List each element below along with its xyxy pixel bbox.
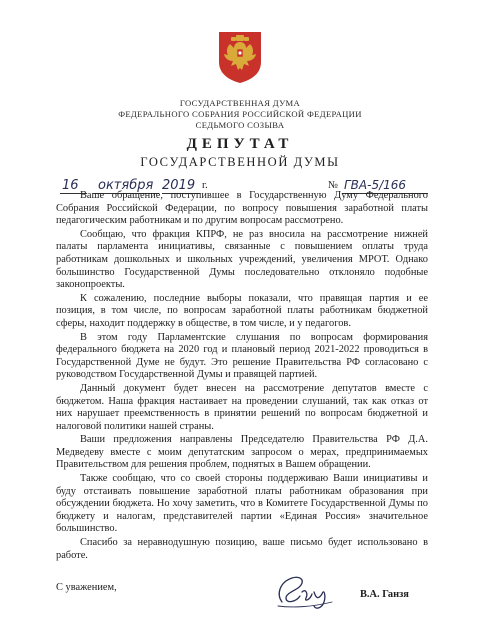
document-number: ГВА-5/166 — [344, 178, 407, 192]
paragraph-7: Также сообщаю, что со своей стороны поддерживаю Ваши инициативы и буду отстаивать повышение заработной платы работникам образования при обсуждении бюджета. Но хочу заметить, что в Комитете Государственной Думы по бюджету и налогам, представителей партии «Единая Россия» значительное большинство. — [56, 473, 428, 535]
handwritten-signature — [272, 572, 336, 612]
date-year: 2019 — [162, 178, 196, 193]
header-title: ДЕПУТАТ — [186, 136, 294, 152]
paragraph-5: Данный документ будет внесен на рассмотрение депутатов вместе с бюджетом. Наша фракция настаивает на проведении слушаний, так как отказ от них нарушает преемственность в принятии решений по вопросам бюджетной и налоговой политики нашей страны. — [56, 382, 428, 432]
header-line-convocation: СЕДЬМОГО СОЗЫВА — [195, 120, 285, 130]
date-month: октября — [98, 178, 154, 193]
number-sign: № — [328, 180, 339, 191]
paragraph-3: К сожалению, последние выборы показали, что правящая партия и ее позиция, в том числе, по вопросам заработной платы работникам бюджетной сферы, находит поддержку в обществе, в том числе, и у педагогов. — [56, 292, 428, 329]
date-day: 16 — [62, 178, 79, 193]
closing-salutation: С уважением, — [56, 582, 117, 593]
letter-body — [56, 190, 428, 563]
paragraph-2: Сообщаю, что фракция КПРФ, не раз вносила на рассмотрение нижней палаты парламента инициативы, связанные с повышением оплаты труда работникам дошкольных и школьных учреждений, увеличения МРОТ. Однако большинство Государственной Думы последовательно отклоняло подобные законопроекты. — [56, 228, 428, 291]
header-line-duma: ГОСУДАРСТВЕННАЯ ДУМА — [179, 98, 301, 108]
russian-coat-of-arms-icon — [217, 30, 263, 84]
signer-name: В.А. Ганзя — [360, 589, 409, 600]
paragraph-4: В этом году Парламентские слушания по вопросам формирования федерального бюджета на 2020 год и плановый период 2021-2022 проводиться в Государственной Думе не будут. Это решение Правительства РФ согласовано с руководством Государственной Думы и правящей партией. — [56, 331, 428, 381]
paragraph-6: Ваши предложения направлены Председателю Правительства РФ Д.А. Медведеву вместе с моим депутатским запросом о мерах, предпринимаемых Правительством для решения проблем, поднятых в Вашем обращении. — [56, 434, 428, 471]
header-line-federal-assembly: ФЕДЕРАЛЬНОГО СОБРАНИЯ РОССИЙСКОЙ ФЕДЕРАЦИИ — [118, 109, 362, 119]
paragraph-1: Ваше обращение, поступившее в Государственную Думу Федерального Собрания Российской Федерации, по вопросу повышения заработной платы педагогическим работникам и по другим вопросам рассмотрено. — [56, 190, 428, 227]
date-year-suffix: г. — [202, 180, 208, 191]
paragraph-8: Спасибо за неравнодушную позицию, ваше письмо будет использовано в работе. — [56, 537, 428, 561]
header-subtitle: ГОСУДАРСТВЕННОЙ ДУМЫ — [140, 155, 340, 169]
